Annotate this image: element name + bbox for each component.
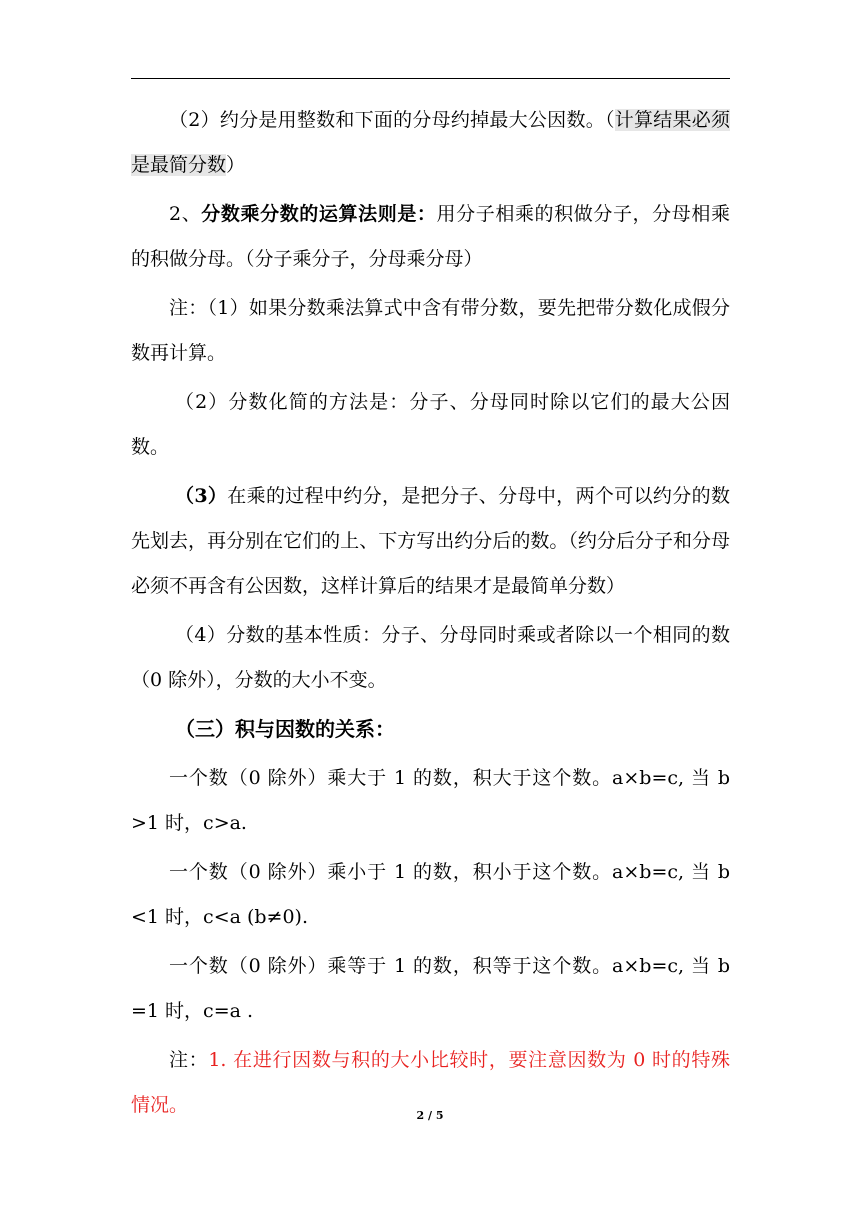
note-prefix: 注： xyxy=(169,1049,209,1071)
paragraph-note-3 xyxy=(131,474,730,609)
highlighted-text: 计算结果必须是最简分数 xyxy=(131,109,730,176)
paragraph-note-2: （2）分数化简的方法是：分子、分母同时除以它们的最大公因数。 xyxy=(131,391,730,458)
paragraph-note-1: 注：（1）如果分数乘法算式中含有带分数，要先把带分数化成假分数再计算。 xyxy=(131,297,730,364)
paragraph-number: 2、 xyxy=(169,203,202,225)
paragraph-reduction xyxy=(131,98,730,188)
document-body xyxy=(131,98,730,1128)
header-rule xyxy=(131,78,730,79)
paragraph-note-4: （4）分数的基本性质：分子、分母同时乘或者除以一个相同的数（0 除外），分数的大小不变。 xyxy=(131,624,730,691)
paragraph-text: 在乘的过程中约分，是把分子、分母中，两个可以约分的数先划去，再分别在它们的上、下方写出约分后的数。（约分后分子和分母必须不再含有公因数，这样计算后的结果才是最简单分数） xyxy=(131,485,730,597)
section-heading: （三）积与因数的关系： xyxy=(175,717,395,741)
paragraph-rule xyxy=(131,192,730,282)
paragraph-text: ） xyxy=(226,154,246,176)
paragraph-text: 用分子相乘的积做分子，分母相乘的积做分母。（分子乘分子，分母乘分母） xyxy=(131,203,730,270)
page-number: 2 / 5 xyxy=(416,1109,444,1122)
paragraph-text: （2）约分是用整数和下面的分母约掉最大公因数。（ xyxy=(169,109,615,131)
relation-greater: 一个数（0 除外）乘大于 1 的数，积大于这个数。a×b=c, 当 b >1 时，c>a. xyxy=(131,767,730,834)
relation-equal: 一个数（0 除外）乘等于 1 的数，积等于这个数。a×b=c, 当 b =1 时，c=a . xyxy=(131,955,730,1022)
relation-less: 一个数（0 除外）乘小于 1 的数，积小于这个数。a×b=c, 当 b <1 时，c<a (b≠0). xyxy=(131,861,730,928)
note-red-text: 1. 在进行因数与积的大小比较时，要注意因数为 0 时的特殊情况。 xyxy=(131,1049,730,1116)
bold-text: （3） xyxy=(175,485,228,507)
bold-text: 分数乘分数的运算法则是： xyxy=(201,203,437,225)
